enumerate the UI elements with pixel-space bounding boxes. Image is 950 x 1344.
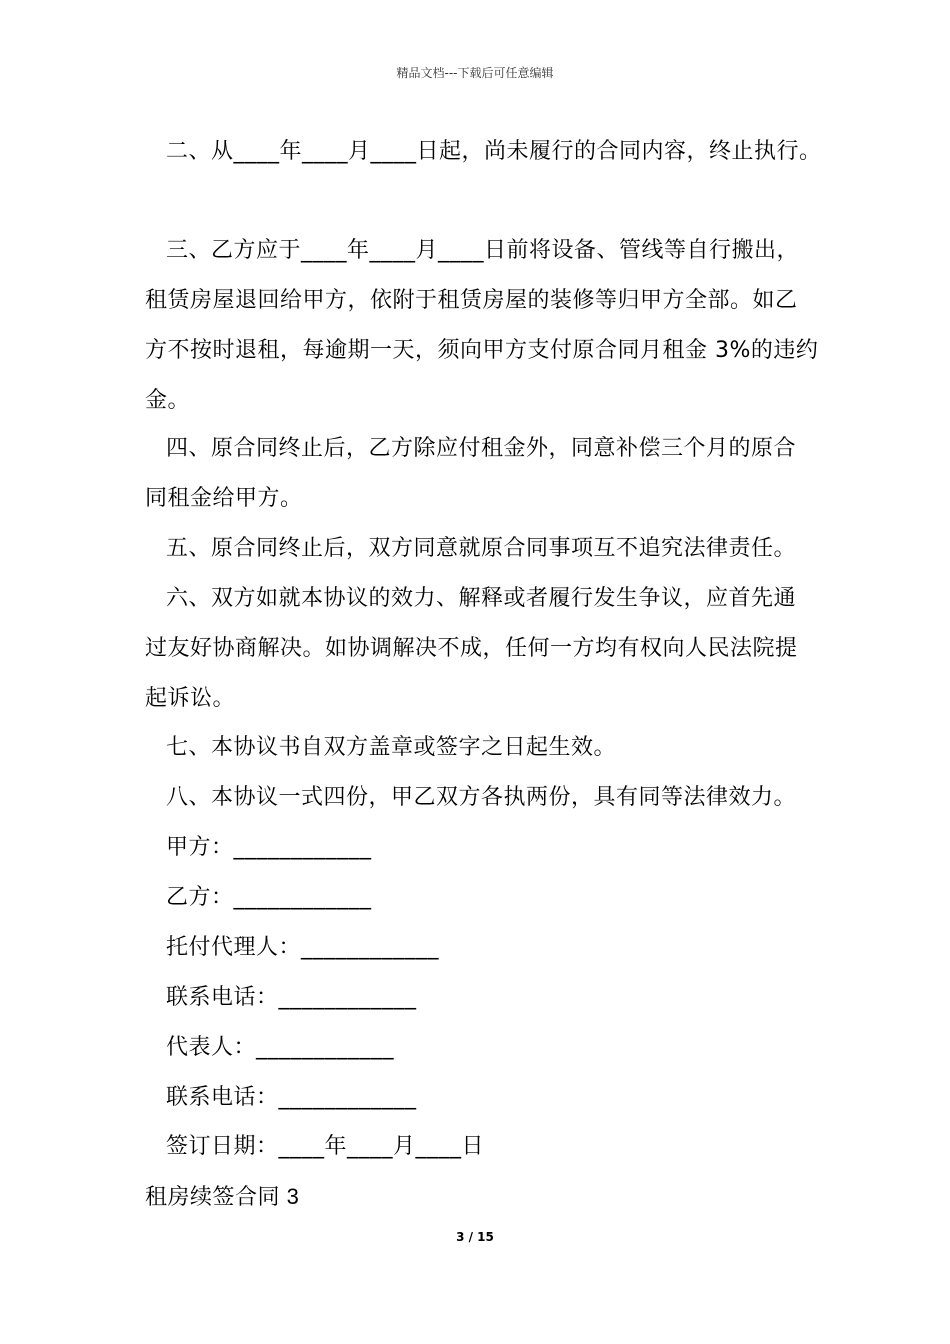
clause-4-line-1: 四、原合同终止后，乙方除应付租金外，同意补偿三个月的原合 — [166, 436, 797, 461]
clause-3-line-4: 金。 — [145, 388, 191, 413]
phone-field-2: 联系电话：____________ — [166, 1085, 417, 1110]
phone-field-1: 联系电话：____________ — [166, 985, 417, 1010]
party-b-field: 乙方：____________ — [166, 885, 372, 910]
page-number: 3 / 15 — [456, 1230, 494, 1244]
next-contract-title: 租房续签合同 3 — [145, 1184, 300, 1209]
clause-3-line-1: 三、乙方应于____年____月____日前将设备、管线等自行搬出， — [166, 238, 800, 263]
clause-8-line: 八、本协议一式四份，甲乙双方各执两份，具有同等法律效力。 — [166, 785, 797, 810]
clause-7-line: 七、本协议书自双方盖章或签字之日起生效。 — [166, 735, 617, 760]
clause-6-line-1: 六、双方如就本协议的效力、解释或者履行发生争议，应首先通 — [166, 586, 797, 611]
clause-3-line-3: 方不按时退租，每逾期一天，须向甲方支付原合同月租金 3%的违约 — [145, 338, 819, 363]
party-a-field: 甲方：____________ — [166, 835, 372, 860]
agent-field: 托付代理人：____________ — [166, 935, 440, 960]
page-header: 精品文档---下载后可任意编辑 — [396, 66, 554, 80]
clause-5-line: 五、原合同终止后，双方同意就原合同事项互不追究法律责任。 — [166, 536, 797, 561]
clause-6-line-3: 起诉讼。 — [145, 686, 236, 711]
representative-field: 代表人：____________ — [166, 1035, 395, 1060]
clause-3-line-2: 租赁房屋退回给甲方，依附于租赁房屋的装修等归甲方全部。如乙 — [145, 288, 798, 313]
clause-6-line-2: 过友好协商解决。如协调解决不成，任何一方均有权向人民法院提 — [145, 636, 798, 661]
clause-4-line-2: 同租金给甲方。 — [145, 486, 303, 511]
clause-2-line: 二、从____年____月____日起，尚未履行的合同内容，终止执行。 — [166, 139, 822, 164]
signing-date-field: 签订日期：____年____月____日 — [166, 1134, 485, 1159]
